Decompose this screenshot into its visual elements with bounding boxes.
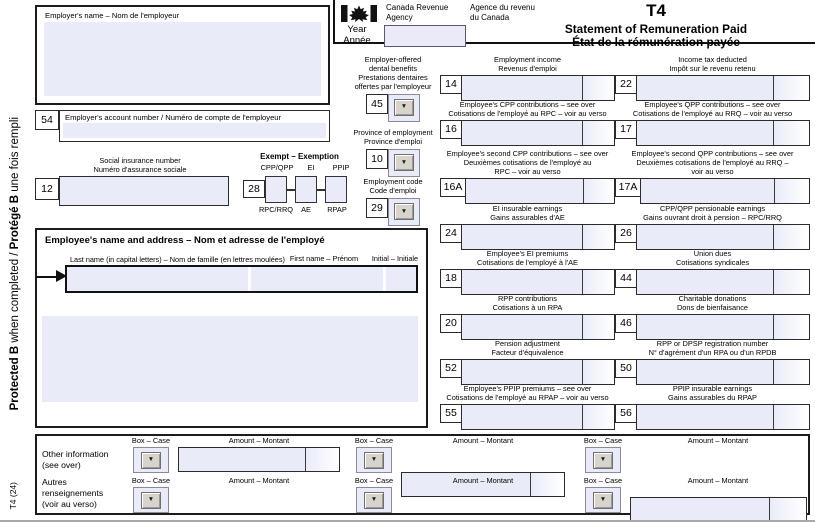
cents-divider <box>769 498 806 521</box>
amount-label: Amount – Montant <box>452 436 514 445</box>
agency-name-en: Canada Revenue Agency <box>386 3 449 22</box>
box-number-17a: 17A <box>615 178 641 197</box>
cents-divider <box>773 121 809 145</box>
box-number-22: 22 <box>615 75 637 94</box>
dental-benefits-select[interactable] <box>388 94 420 122</box>
agency-name-fr: Agence du revenu du Canada <box>470 3 535 22</box>
canada-flag-icon <box>341 5 377 22</box>
box-17a-input[interactable] <box>640 178 810 204</box>
cents-divider <box>773 76 809 100</box>
box-46-input[interactable] <box>636 314 810 340</box>
employee-name-row <box>65 265 418 293</box>
exempt-connector <box>317 189 325 191</box>
box-16-input[interactable] <box>461 120 615 146</box>
box-number-12: 12 <box>35 178 59 200</box>
exempt-col1-bottom-label: RPC/RRQ <box>258 205 294 214</box>
last-name-input[interactable] <box>67 267 247 291</box>
employee-name-arrow <box>36 276 57 278</box>
box-44-input[interactable] <box>636 269 810 295</box>
box-22-input[interactable] <box>636 75 810 101</box>
exempt-title: Exempt – Exemption <box>260 152 339 161</box>
box-number-54: 54 <box>35 110 59 130</box>
cents-divider <box>773 225 809 249</box>
year-input[interactable] <box>384 25 466 47</box>
cents-divider <box>582 121 614 145</box>
other-info-row1-amount3-input[interactable] <box>630 497 807 522</box>
other-info-row1-box3-select[interactable] <box>585 447 621 473</box>
employee-address-input[interactable] <box>42 316 418 402</box>
box-number-16: 16 <box>440 120 462 139</box>
cents-divider <box>582 405 614 429</box>
protected-note: Protected B when completed / Protégé B une fois rempli <box>9 117 21 411</box>
cents-divider <box>773 360 809 384</box>
form-subtitle-fr: État de la rémunération payée <box>572 35 740 49</box>
box-number-50: 50 <box>615 359 637 378</box>
box-number-44: 44 <box>615 269 637 288</box>
box-case-label: Box – Case <box>583 436 623 445</box>
box-number-52: 52 <box>440 359 462 378</box>
cents-divider <box>774 179 809 203</box>
box-number-46: 46 <box>615 314 637 333</box>
field-box-26: CPP/QPP pensionable earnings Gains ouvrant droit à pension – RPC/RRQ 26 <box>615 205 810 250</box>
box-case-label: Box – Case <box>583 476 623 485</box>
other-info-row2-box1-select[interactable] <box>133 487 169 513</box>
field-box-22: Income tax deducted Impôt sur le revenu retenu 22 <box>615 56 810 101</box>
cents-divider <box>582 225 614 249</box>
dropdown-arrow-icon[interactable]: ▼ <box>394 203 414 220</box>
amount-label: Amount – Montant <box>687 476 749 485</box>
dropdown-arrow-icon[interactable]: ▼ <box>364 452 384 469</box>
box-26-input[interactable] <box>636 224 810 250</box>
exempt-col3-top-label: PPIP <box>332 163 350 172</box>
field-box-10 <box>338 129 448 177</box>
other-info-row1-amount1-input[interactable] <box>178 447 340 472</box>
box-14-input[interactable] <box>461 75 615 101</box>
box-20-input[interactable] <box>461 314 615 340</box>
amount-label: Amount – Montant <box>228 436 290 445</box>
field-box-17a: Employee's second QPP contributions – see over Deuxièmes cotisations de l'employé au RRQ – voir au verso 17A <box>615 150 810 204</box>
employee-section <box>35 228 428 428</box>
field-box-24: EI insurable earnings Gains assurables d'AE 24 <box>440 205 615 250</box>
field-box-45 <box>338 56 448 122</box>
box-number-20: 20 <box>440 314 462 333</box>
exempt-col3-bottom-label: RPAP <box>327 205 347 214</box>
box-55-input[interactable] <box>461 404 615 430</box>
other-info-row2-box3-select[interactable] <box>585 487 621 513</box>
box-number-56: 56 <box>615 404 637 423</box>
initial-input[interactable] <box>386 267 416 291</box>
field-box-29 <box>338 178 448 226</box>
employee-name-arrow-icon <box>56 270 67 282</box>
box-number-10: 10 <box>366 149 388 169</box>
exempt-col2-bottom-label: AE <box>301 205 311 214</box>
box-number-29: 29 <box>366 198 388 218</box>
amount-label: Amount – Montant <box>687 436 749 445</box>
employer-account-input[interactable] <box>63 123 326 138</box>
field-box-16: Employee's CPP contributions – see over Cotisations de l'employé au RPC – voir au verso 16 <box>440 101 615 146</box>
protected-note-fr: Protégé B <box>9 195 21 250</box>
field-box-50: RPP or DPSP registration number N° d'agrément d'un RPA ou d'un RPDB 50 <box>615 340 810 385</box>
other-info-row1-box1-select[interactable] <box>133 447 169 473</box>
employer-name-label: Employer's name – Nom de l'employeur <box>45 11 180 20</box>
box-case-label: Box – Case <box>354 436 394 445</box>
page-bottom-edge <box>0 520 815 522</box>
box-case-label: Box – Case <box>354 476 394 485</box>
employment-code-label: Employment code Code d'emploi <box>363 177 423 195</box>
other-info-row2-box2-select[interactable] <box>356 487 392 513</box>
field-box-16a: Employee's second CPP contributions – see over Deuxièmes cotisations de l'employé au RPC – voir au verso 16A <box>440 150 615 204</box>
dropdown-arrow-icon[interactable]: ▼ <box>141 492 161 509</box>
amount-label: Amount – Montant <box>452 476 514 485</box>
field-box-14: Employment income Revenus d'emploi 14 <box>440 56 615 101</box>
field-box-46: Charitable donations Dons de bienfaisance 46 <box>615 295 810 340</box>
form-title: T4 <box>646 1 666 20</box>
field-box-55: Employee's PPIP premiums – see over Cotisations de l'employé au RPAP – voir au verso 55 <box>440 385 615 430</box>
first-name-label: First name – Prénom <box>289 254 359 263</box>
box-18-input[interactable] <box>461 269 615 295</box>
dropdown-arrow-icon[interactable]: ▼ <box>593 492 613 509</box>
box-50-input[interactable] <box>636 359 810 385</box>
box-number-14: 14 <box>440 75 462 94</box>
initial-label: Initial – Initiale <box>371 254 419 263</box>
employer-account-label: Employer's account number / Numéro de compte de l'employeur <box>65 113 282 122</box>
dropdown-arrow-icon[interactable]: ▼ <box>593 452 613 469</box>
field-box-20: RPP contributions Cotisations à un RPA 20 <box>440 295 615 340</box>
dropdown-arrow-icon[interactable]: ▼ <box>364 492 384 509</box>
sin-input[interactable] <box>59 176 229 206</box>
employer-account-box <box>59 110 330 142</box>
cents-divider <box>582 270 614 294</box>
box-16a-input[interactable] <box>465 178 615 204</box>
field-box-44: Union dues Cotisations syndicales 44 <box>615 250 810 295</box>
box-number-24: 24 <box>440 224 462 243</box>
cents-divider <box>305 448 339 471</box>
box-number-18: 18 <box>440 269 462 288</box>
box-17-input[interactable] <box>636 120 810 146</box>
employer-name-box <box>35 5 330 105</box>
employment-code-select[interactable] <box>388 198 420 226</box>
box-24-input[interactable] <box>461 224 615 250</box>
autres-renseignements-label: Autres renseignements (voir au verso) <box>42 477 104 510</box>
box-number-28: 28 <box>243 180 265 198</box>
province-label: Province of employment Province d'emploi <box>353 128 433 146</box>
box-56-input[interactable] <box>636 404 810 430</box>
field-box-56: PPIP insurable earnings Gains assurables du RPAP 56 <box>615 385 810 430</box>
cents-divider <box>773 315 809 339</box>
amount-label: Amount – Montant <box>228 476 290 485</box>
employer-name-input[interactable] <box>44 22 321 96</box>
sin-label: Social insurance number Numéro d'assurance sociale <box>93 156 187 174</box>
employee-section-title: Employee's name and address – Nom et adresse de l'employé <box>45 235 325 246</box>
year-label: Year Année <box>343 24 371 47</box>
other-info-row1-box2-select[interactable] <box>356 447 392 473</box>
form-subtitle-en: Statement of Remuneration Paid <box>564 22 748 36</box>
exempt-cpp-qpp-checkbox[interactable] <box>265 176 287 203</box>
cents-divider <box>582 76 614 100</box>
cents-divider <box>582 315 614 339</box>
box-number-55: 55 <box>440 404 462 423</box>
cents-divider <box>582 360 614 384</box>
cents-divider <box>583 179 614 203</box>
exempt-col2-top-label: EI <box>307 163 315 172</box>
exempt-connector <box>287 189 295 191</box>
cents-divider <box>773 405 809 429</box>
province-select[interactable] <box>388 149 420 177</box>
field-box-17: Employee's QPP contributions – see over Cotisations de l'employé au RRQ – voir au verso 17 <box>615 101 810 146</box>
other-information-label: Other information (see over) <box>42 449 109 471</box>
dropdown-arrow-icon[interactable]: ▼ <box>394 99 414 116</box>
box-number-26: 26 <box>615 224 637 243</box>
dropdown-arrow-icon[interactable]: ▼ <box>141 452 161 469</box>
protected-note-en: Protected B <box>9 346 21 411</box>
exempt-ei-checkbox[interactable] <box>295 176 317 203</box>
field-box-18: Employee's EI premiums Cotisations de l'employé à l'AE 18 <box>440 250 615 295</box>
box-case-label: Box – Case <box>131 476 171 485</box>
first-name-input[interactable] <box>251 267 382 291</box>
box-52-input[interactable] <box>461 359 615 385</box>
box-case-label: Box – Case <box>131 436 171 445</box>
form-code: T4 (24) <box>8 482 18 510</box>
cents-divider <box>773 270 809 294</box>
exempt-col1-top-label: CPP/QPP <box>260 163 294 172</box>
dropdown-arrow-icon[interactable]: ▼ <box>394 154 414 171</box>
field-box-52: Pension adjustment Facteur d'équivalence 52 <box>440 340 615 385</box>
dental-benefits-label: Employer-offered dental benefits Prestations dentaires offertes par l'employeur <box>354 55 432 91</box>
box-number-17: 17 <box>615 120 637 139</box>
box-number-16a: 16A <box>440 178 466 197</box>
box-number-45: 45 <box>366 94 388 114</box>
last-name-label: Last name (in capital letters) – Nom de famille (en lettres moulées) <box>70 255 285 264</box>
